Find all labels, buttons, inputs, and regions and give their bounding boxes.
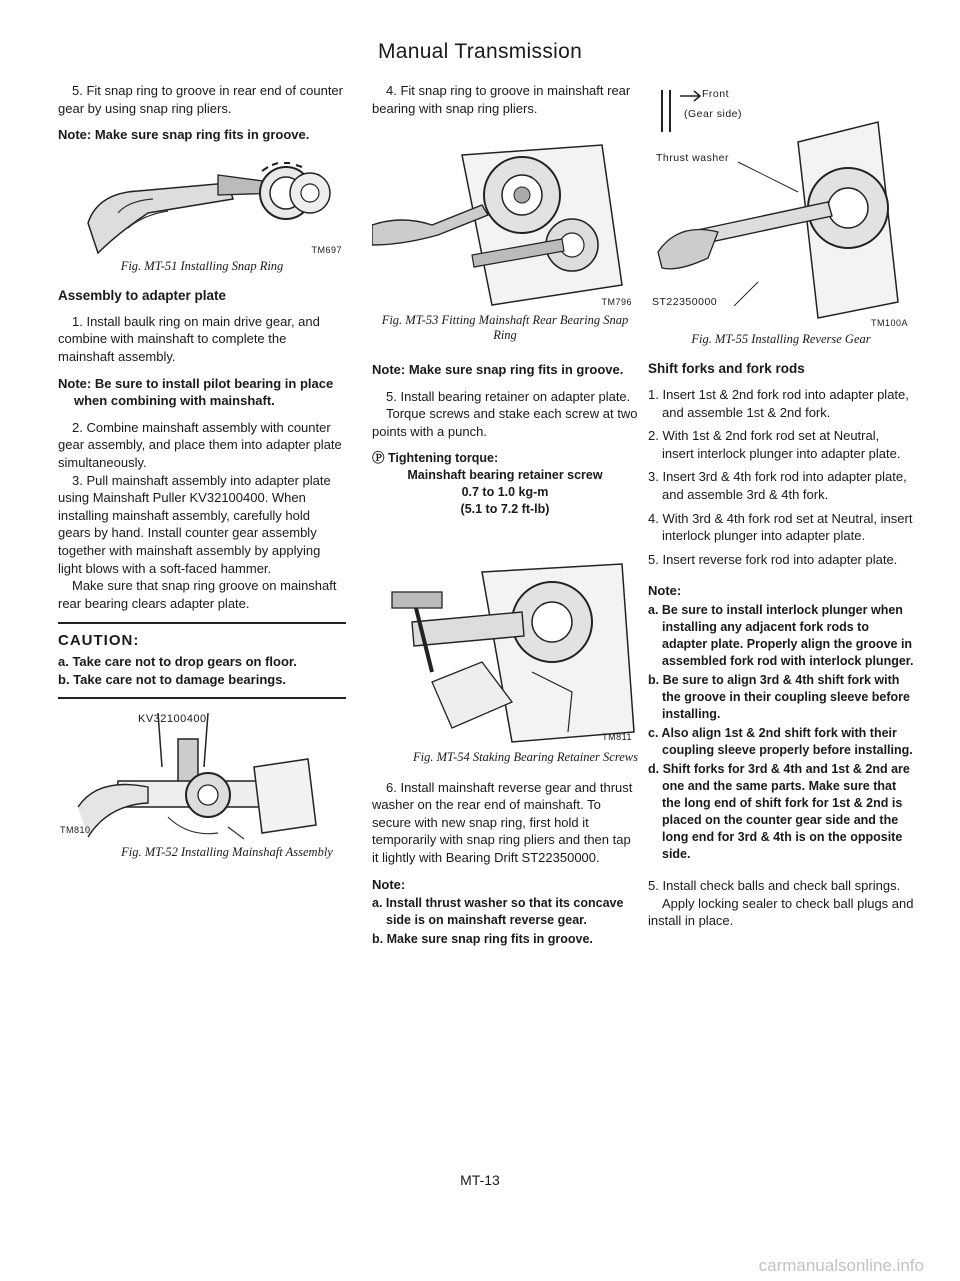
wrench-icon: Ⓟ <box>372 450 385 465</box>
section-heading: Assembly to adapter plate <box>58 287 227 303</box>
column-middle <box>372 82 638 950</box>
figure-code: TM796 <box>601 297 632 308</box>
note-item-a: a. Install thrust washer so that its concave side is on mainshaft reverse gear. <box>372 896 624 928</box>
step-5-text: 5. Fit snap ring to groove in rear end of counter gear by using snap ring pliers. <box>58 83 343 116</box>
gear-side-label: (Gear side) <box>684 108 743 120</box>
list-item: 3. Insert 3rd & 4th fork rod into adapter plate, and assemble 3rd & 4th fork. <box>648 469 907 502</box>
page-number: MT-13 <box>460 1172 500 1188</box>
figure-mt53 <box>372 135 638 311</box>
note-pilot-bearing: Note: Be sure to install pilot bearing in place when combining with mainshaft. <box>58 375 334 409</box>
caution-item-b: b. Take care not to damage bearings. <box>58 672 287 688</box>
note-item-d: d. Shift forks for 3rd & 4th and 1st & 2nd are one and the same parts. Make sure that the long end of shift fork for 1st & 2nd is placed on the counter gear side and the long end for 3rd & 4th is on the opposite side. <box>648 761 910 861</box>
page-header: Manual Transmission <box>377 40 583 63</box>
figure-code: TM697 <box>311 244 342 255</box>
snap-ring-fitting-illustration <box>372 135 638 311</box>
list-item: 2. With 1st & 2nd fork rod set at Neutral, insert interlock plunger into adapter plate. <box>648 428 901 461</box>
list-item: 4. With 3rd & 4th fork rod set at Neutral, insert interlock plunger into adapter plate. <box>648 510 913 544</box>
torque-spec <box>372 450 638 518</box>
figure-mt52 <box>58 707 346 843</box>
list-item: 5. Install check balls and check ball springs. <box>648 877 901 893</box>
note-item-b: b. Be sure to align 3rd & 4th shift fork with the groove in their coupling sleeve before installing. <box>648 672 910 721</box>
column-left <box>58 82 346 874</box>
list-item-continuation: Apply locking sealer to check ball plugs and install in place. <box>648 895 914 929</box>
column-right <box>648 82 914 939</box>
caution-heading: CAUTION: <box>58 632 140 650</box>
tool-label: ST22350000 <box>652 296 718 308</box>
torque-heading <box>372 450 638 467</box>
figure-mt51 <box>58 153 346 257</box>
front-label: Front <box>702 88 730 100</box>
step-3b-text: Make sure that snap ring groove on mainshaft rear bearing clears adapter plate. <box>58 578 337 611</box>
list-item: 5. Insert reverse fork rod into adapter plate. <box>648 551 898 567</box>
mainshaft-puller-illustration <box>58 707 346 843</box>
figure-mt55 <box>648 82 914 330</box>
torque-value-metric: 0.7 to 1.0 kg-m <box>461 484 549 499</box>
step-1-text: 1. Install baulk ring on main drive gear, and combine with mainshaft to complete the mainshaft assembly. <box>58 313 320 364</box>
figure-mt54 <box>372 552 638 748</box>
torque-item: Mainshaft bearing retainer screw <box>407 467 603 482</box>
step-5b-text: Torque screws and stake each screw at two points with a punch. <box>372 406 638 439</box>
figure-caption: Fig. MT-52 Installing Mainshaft Assembly <box>121 845 333 860</box>
snap-ring-pliers-illustration <box>58 153 346 257</box>
watermark: carmanualsonline.info <box>758 1256 924 1275</box>
figure-caption: Fig. MT-53 Fitting Mainshaft Rear Bearing Snap Ring <box>381 313 629 343</box>
note-heading: Note: <box>648 583 682 599</box>
step-4-text: 4. Fit snap ring to groove in mainshaft rear bearing with snap ring pliers. <box>372 83 631 116</box>
figure-code: TM100A <box>870 318 908 328</box>
step-2-text: 2. Combine mainshaft assembly with counter gear assembly, and place them into adapter plate simultaneously. <box>58 419 342 470</box>
tool-label: KV32100400 <box>138 713 207 726</box>
torque-heading-text: Tightening torque: <box>388 450 499 465</box>
note-item-a: a. Be sure to install interlock plunger when installing any adjacent fork rods to adapter plate. Properly align the groove in assembled fork rod with interlock plunger. <box>648 602 914 668</box>
figure-caption: Fig. MT-55 Installing Reverse Gear <box>691 332 871 346</box>
torque-value-imperial: (5.1 to 7.2 ft-lb) <box>460 501 550 516</box>
caution-divider <box>58 622 346 624</box>
note-snap-ring: Note: Make sure snap ring fits in groove. <box>372 362 624 378</box>
figure-caption: Fig. MT-51 Installing Snap Ring <box>120 258 284 273</box>
caution-divider-bottom <box>58 697 346 699</box>
figure-code: TM811 <box>602 731 632 742</box>
note-item-b: b. Make sure snap ring fits in groove. <box>372 932 593 947</box>
note-item-c: c. Also align 1st & 2nd shift fork with their coupling sleeve properly before installing. <box>648 725 913 757</box>
thrust-washer-label: Thrust washer <box>656 152 730 164</box>
section-heading: Shift forks and fork rods <box>648 361 805 376</box>
note-heading: Note: <box>372 876 406 892</box>
caution-item-a: a. Take care not to drop gears on floor. <box>58 654 297 670</box>
list-item: 1. Insert 1st & 2nd fork rod into adapter plate, and assemble 1st & 2nd fork. <box>648 387 909 420</box>
staking-retainer-illustration <box>372 552 638 748</box>
note-snap-ring: Note: Make sure snap ring fits in groove. <box>58 127 310 143</box>
step-6-text: 6. Install mainshaft reverse gear and thrust washer on the rear end of mainshaft. To secure with new snap ring, first hold it temporarily with snap ring pliers and then tap it lightly with Bearing Drift ST22350000. <box>372 779 633 865</box>
step-3-text: 3. Pull mainshaft assembly into adapter plate using Mainshaft Puller KV32100400. When installing mainshaft assembly, carefully hold gears by hand. Install counter gear assembly together with mainshaft assembly by applying light blows with a soft-faced hammer. <box>58 472 331 576</box>
step-5-text: 5. Install bearing retainer on adapter plate. <box>386 388 631 404</box>
figure-code: TM810 <box>60 825 91 836</box>
figure-caption: Fig. MT-54 Staking Bearing Retainer Screws <box>413 749 638 764</box>
